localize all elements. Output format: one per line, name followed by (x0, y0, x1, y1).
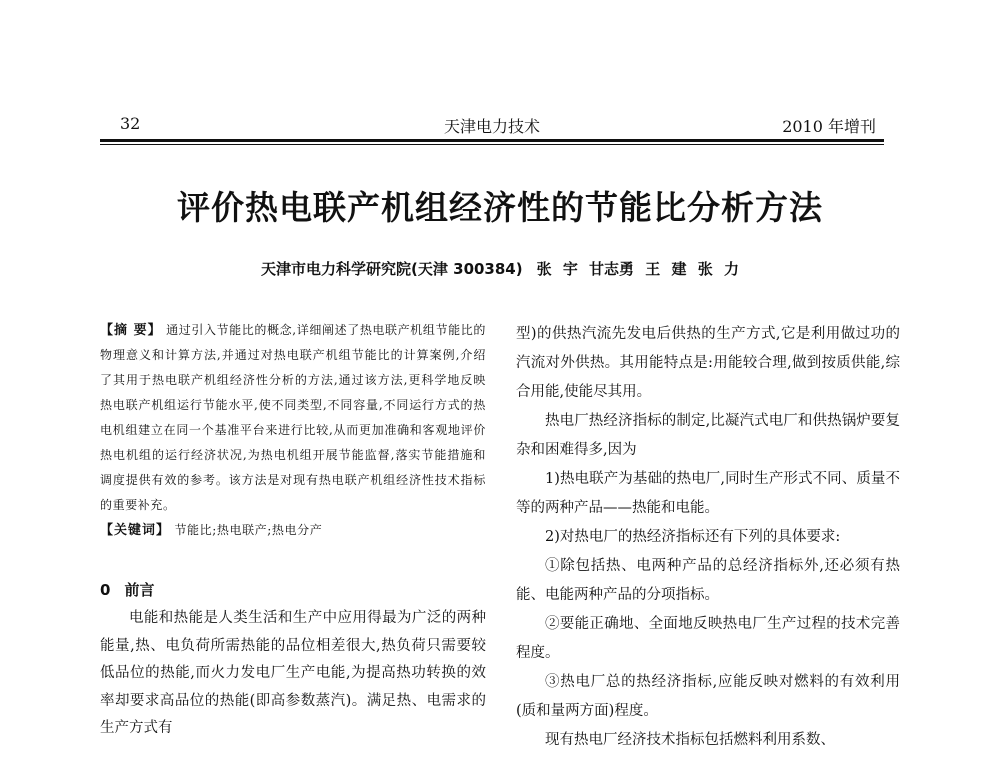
running-head (100, 114, 884, 138)
list-item-2: 2)对热电厂的热经济指标还有下列的具体要求: (545, 529, 841, 545)
header-rule-thick (100, 139, 884, 142)
issue-label: 2010 年增刊 (782, 117, 876, 136)
abstract-text: 通过引入节能比的概念,详细阐述了热电联产机组节能比的物理意义和计算方法,并通过对热电联产机组节能比的计算案例,介绍了其用于热电联产机组经济性分析的方法,通过该方法,更科学地反映热电联产机组运行节能水平,使不同类型,不同容量,不同运行方式的热电机组建立在同一个基准平台来进行比较,从而更加准确和客观地评价热电机组的运行经济状况,为热电机组开展节能监督,落实节能措施和调度提供有效的参考。该方法是对现有热电联产机组经济性技术指标的重要补充。 (100, 323, 486, 512)
list-item-1: 1)热电联产为基础的热电厂,同时生产形式不同、质量不等的两种产品——热能和电能。 (516, 471, 900, 516)
paragraph-continued: 型)的供热汽流先发电后供热的生产方式,它是利用做过功的汽流对外供热。其用能特点是:用能较合理,做到按质供能,综合用能,使能尽其用。 (516, 326, 900, 400)
section-number: 0 (100, 581, 111, 599)
section-title: 前言 (124, 581, 155, 599)
sub-item-3: ③热电厂总的热经济指标,应能反映对燃料的有效利用(质和量两方面)程度。 (516, 674, 900, 719)
article-title: 评价热电联产机组经济性的节能比分析方法 (177, 188, 823, 227)
authors: 张 宇 甘志勇 王 建 张 力 (536, 260, 739, 278)
sub-item-1: ①除包括热、电两种产品的总经济指标外,还必须有热能、电能两种产品的分项指标。 (516, 558, 900, 603)
keywords-label: 【关键词】 (100, 523, 171, 538)
section-heading (100, 575, 486, 605)
abstract-label: 【摘 要】 (100, 323, 162, 338)
page-number: 32 (120, 114, 141, 133)
header-rule-thin (100, 144, 884, 145)
abstract (100, 318, 486, 518)
sub-item-2: ②要能正确地、全面地反映热电厂生产过程的技术完善程度。 (516, 616, 900, 661)
intro-paragraph: 电能和热能是人类生活和生产中应用得最为广泛的两种能量,热、电负荷所需热能的品位相差很大,热负荷只需要较低品位的热能,而火力发电厂生产电能,为提高热功转换的效率却要求高品位的热能(即高参数蒸汽)。满足热、电需求的生产方式有 (100, 610, 486, 736)
right-column (516, 320, 900, 755)
keywords (100, 518, 486, 543)
journal-name: 天津电力技术 (443, 117, 540, 136)
paragraph-existing-indicators: 现有热电厂经济技术指标包括燃料利用系数、 (545, 732, 835, 748)
keywords-text: 节能比;热电联产;热电分产 (174, 523, 323, 537)
affiliation: 天津市电力科学研究院(天津 300384) (261, 260, 523, 278)
left-column (100, 318, 486, 743)
byline (100, 258, 900, 279)
paragraph-indicators: 热电厂热经济指标的制定,比凝汽式电厂和供热锅炉要复杂和困难得多,因为 (516, 413, 900, 458)
